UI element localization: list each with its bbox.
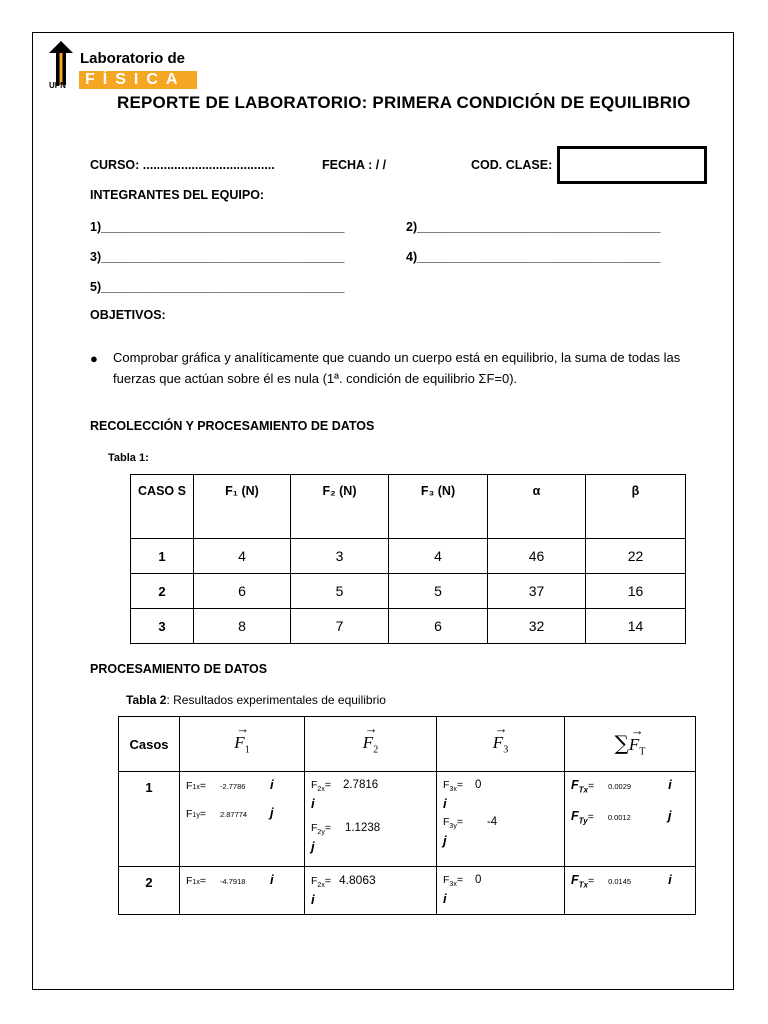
tabla2: [118, 716, 696, 915]
fty-value: 0.0012: [607, 812, 631, 822]
cell-caso: 1: [131, 539, 194, 574]
header-f1: F₁ (N): [194, 475, 291, 539]
page-title: REPORTE DE LABORATORIO: PRIMERA CONDICIÓN DE EQUILIBRIO: [117, 93, 691, 112]
unit-i-icon: i: [443, 891, 447, 907]
f1x-value: -4.7918: [219, 877, 246, 886]
cell-caso: 2: [119, 867, 180, 915]
logo-upn-text: UPN: [49, 81, 66, 90]
member-line-5[interactable]: 5)___________________________________: [90, 280, 345, 294]
cell-beta: 22: [586, 539, 686, 574]
cell-ft-components: $F_{Tx}$ = 0.0145 i: [565, 867, 696, 915]
cell-beta: 16: [586, 574, 686, 609]
cell-caso: 1: [119, 772, 180, 867]
f3y-value: -4: [486, 816, 498, 829]
table-header-row: [119, 717, 696, 772]
cell-f3: 6: [389, 609, 488, 644]
cell-caso: 2: [131, 574, 194, 609]
unit-i-icon: i: [269, 777, 274, 792]
unit-i-icon: i: [668, 777, 672, 792]
tabla2-caption-bold: Tabla 2: [126, 693, 167, 707]
tabla2-caption: [126, 693, 386, 707]
table-row: [119, 867, 696, 915]
unit-i-icon: i: [668, 872, 672, 887]
header-vector-f2: → $F_2$: [305, 717, 437, 772]
table-row: [119, 772, 696, 867]
objetivo-text: Comprobar gráfica y analíticamente que cuando un cuerpo está en equilibrio, la suma de todas las fuerzas que actúan sobre él es nula (1ª. condición de equilibrio ΣF=0).: [113, 350, 681, 386]
unit-i-icon: i: [311, 796, 315, 812]
f2y-value: 1.1238: [344, 822, 381, 835]
ftx-value: 0.0145: [608, 877, 632, 886]
fecha-label: FECHA : / /: [322, 158, 387, 172]
cell-f2-components: $F_{2x}= 4.8063$ i: [305, 867, 437, 915]
member-line-3[interactable]: 3)___________________________________: [90, 250, 345, 264]
table-header-row: [131, 475, 686, 539]
bullet-dot-icon: ●: [90, 351, 98, 366]
upn-arrow-logo-icon: [49, 41, 73, 85]
unit-i-icon: i: [269, 872, 274, 887]
f3x-value: 0: [474, 874, 482, 886]
cell-ft-components: $F_{Tx}$ = 0.0029 i $F_{Ty}$ = 0.0012 j: [565, 772, 696, 867]
member-line-2[interactable]: 2)___________________________________: [406, 220, 661, 234]
cell-f2-components: $F_{2x}= 2.7816$ i $F_{2y}= 1.1238$ j: [305, 772, 437, 867]
section-recoleccion-heading: RECOLECCIÓN Y PROCESAMIENTO DE DATOS: [90, 419, 375, 433]
section-procesamiento-heading: PROCESAMIENTO DE DATOS: [90, 662, 268, 676]
header-f2: F₂ (N): [291, 475, 389, 539]
table-row: [131, 609, 686, 644]
unit-j-icon: j: [667, 807, 672, 823]
cell-f3-components: $F_{3x}= 0$ i $F_{3y}= -4$ j: [437, 772, 565, 867]
header-vector-f3: → $F_3$: [437, 717, 565, 772]
cell-f3: 5: [389, 574, 488, 609]
cell-alpha: 37: [488, 574, 586, 609]
header-casos: CASO S: [131, 475, 194, 539]
cod-clase-label: COD. CLASE:: [471, 158, 553, 172]
header-beta: β: [586, 475, 686, 539]
cell-caso: 3: [131, 609, 194, 644]
f2x-value: 2.7816: [342, 779, 379, 791]
cell-beta: 14: [586, 609, 686, 644]
cell-f1-components: F 1x = -2.7786 i F 1y = 2.87774 j: [180, 772, 305, 867]
header-vector-f1: → $F_1$: [180, 717, 305, 772]
logo-lab-text: Laboratorio de: [80, 50, 186, 67]
unit-j-icon: j: [443, 833, 447, 849]
cell-alpha: 32: [488, 609, 586, 644]
header-vector-sum-ft: ∑ → $F_T$: [565, 717, 696, 772]
table-row: [131, 574, 686, 609]
cell-f3-components: $F_{3x}= 0$ i: [437, 867, 565, 915]
tabla1: [130, 474, 686, 644]
member-line-1[interactable]: 1)___________________________________: [90, 220, 345, 234]
ftx-value: 0.0029: [608, 782, 632, 791]
unit-j-icon: j: [311, 839, 315, 855]
cell-f2: 3: [291, 539, 389, 574]
table-row: [131, 539, 686, 574]
cod-clase-box[interactable]: [557, 146, 707, 184]
header-casos: Casos: [119, 717, 180, 772]
curso-label: CURSO: ......................................: [90, 158, 275, 172]
header-f3: F₃ (N): [389, 475, 488, 539]
tabla2-caption-rest: : Resultados experimentales de equilibrio: [166, 693, 386, 707]
f2x-value: 4.8063: [338, 873, 376, 887]
f1x-value: -2.7786: [219, 782, 246, 791]
logo-fisica-banner: FÍSICA: [79, 71, 197, 89]
unit-j-icon: j: [269, 805, 274, 820]
f3x-value: 0: [474, 779, 482, 791]
cell-f1: 8: [194, 609, 291, 644]
cell-f1: 6: [194, 574, 291, 609]
cell-f3: 4: [389, 539, 488, 574]
unit-i-icon: i: [443, 796, 447, 812]
sigma-icon: ∑: [614, 730, 629, 755]
tabla1-caption: Tabla 1:: [108, 452, 149, 464]
unit-i-icon: i: [311, 892, 315, 908]
cell-alpha: 46: [488, 539, 586, 574]
document-page: [32, 32, 734, 990]
cell-f2: 7: [291, 609, 389, 644]
integrantes-heading: INTEGRANTES DEL EQUIPO:: [90, 188, 265, 202]
objetivos-heading: OBJETIVOS:: [90, 308, 166, 322]
header-alpha: α: [488, 475, 586, 539]
cell-f2: 5: [291, 574, 389, 609]
cell-f1: 4: [194, 539, 291, 574]
member-line-4[interactable]: 4)___________________________________: [406, 250, 661, 264]
f1y-value: 2.87774: [219, 810, 248, 819]
cell-f1-components: F 1x = -4.7918 i: [180, 867, 305, 915]
